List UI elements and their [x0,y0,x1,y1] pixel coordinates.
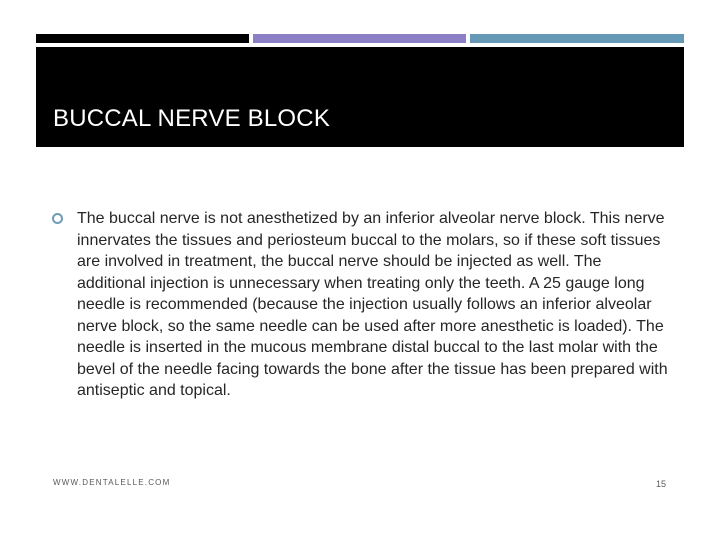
hollow-circle-bullet-icon [52,213,63,224]
header-stripe-purple [253,34,466,43]
header-stripe-blue [470,34,684,43]
footer-url: WWW.DENTALELLE.COM [53,478,171,487]
page-number: 15 [656,479,667,489]
title-bar [36,47,684,147]
slide-title: BUCCAL NERVE BLOCK [53,105,331,132]
header-stripe-black [36,34,249,43]
slide-content [52,208,672,402]
body-paragraph: The buccal nerve is not anesthetized by an inferior alveolar nerve block. This nerve innervates the tissues and periosteum buccal to the molars, so if these soft tissues are involved in treatment, the buccal nerve should be injected as well. The additional injection is unnecessary when treating only the teeth. A 25 gauge long needle is recommended (because the injection usually follows an inferior alveolar nerve block, so the same needle can be used after more anesthetic is loaded). The needle is inserted in the mucous membrane distal buccal to the last molar with the bevel of the needle facing towards the bone after the tissue has been prepared with antiseptic and topical. [77,210,668,399]
